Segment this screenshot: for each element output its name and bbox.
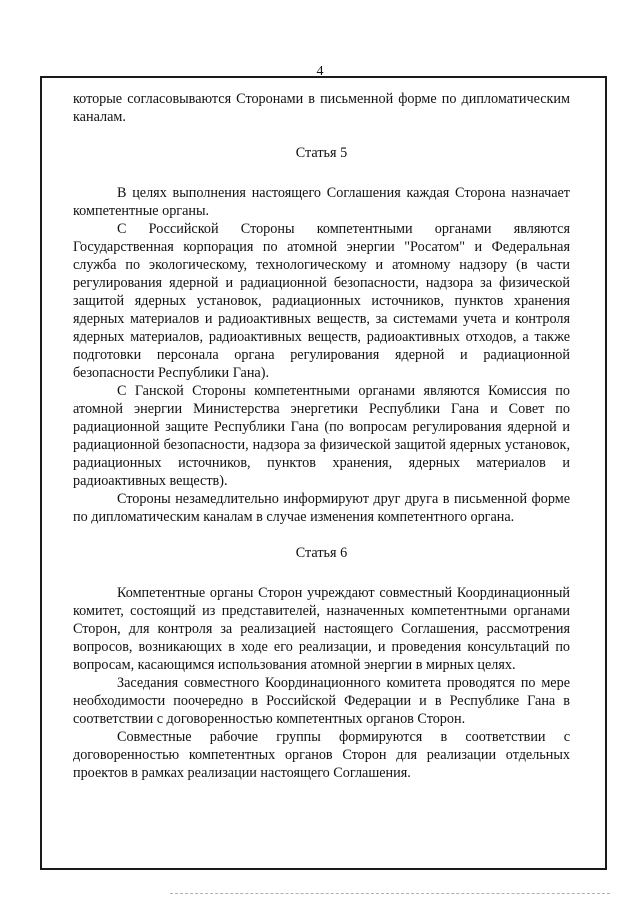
page-number: 4 [316,64,324,79]
article-5-paragraph-2: С Российской Стороны компетентными органами являются Государственная корпорация по атомной энергии "Росатом" и Федеральная служба по экологическому, технологическому и атомному надзору (в части регулирования ядерной и радиационной безопасности, надзора за физической защитой ядерных установок, радиационных источников, пунктов хранения ядерных материалов и радиоактивных веществ, за системами учета и контроля ядерных материалов, радиоактивных веществ, радиоактивных отходов, а также подготовки персонала органа регулирования ядерной и радиационной безопасности Республики Гана). [73,221,570,381]
article-5-heading: Статья 5 [295,145,348,161]
article-6-paragraph-2: Заседания совместного Координационного комитета проводятся по мере необходимости поочередно в Российской Федерации и в Республике Гана в соответствии с договоренностью компетентных органов Сторон. [73,675,570,727]
footer-scan-line [170,893,610,894]
article-6-heading: Статья 6 [295,545,348,561]
article-6-paragraph-3: Совместные рабочие группы формируются в соответствии с договоренностью компетентных органов Сторон для реализации отдельных проектов в рамках реализации настоящего Соглашения. [73,729,570,781]
article-5-paragraph-4: Стороны незамедлительно информируют друг друга в письменной форме по дипломатическим каналам в случае изменения компетентного органа. [73,491,570,525]
document-body [73,90,570,782]
article-5-paragraph-1: В целях выполнения настоящего Соглашения каждая Сторона назначает компетентные органы. [73,185,570,219]
article-5-paragraph-3: С Ганской Стороны компетентными органами являются Комиссия по атомной энергии Министерства энергетики Республики Гана и Совет по радиационной защите Республики Гана (по вопросам регулирования ядерной и радиационной безопасности, надзора за физической защитой ядерных установок, радиационных источников, пунктов хранения, ядерных материалов и радиоактивных веществ). [73,383,570,489]
continuation-paragraph: которые согласовываются Сторонами в письменной форме по дипломатическим каналам. [73,91,570,125]
article-6-paragraph-1: Компетентные органы Сторон учреждают совместный Координационный комитет, состоящий из представителей, назначенных компетентными органами Сторон, для контроля за реализацией настоящего Соглашения, рассмотрения вопросов, возникающих в ходе его реализации, и проведения консультаций по вопросам, касающимся использования атомной энергии в мирных целях. [73,585,570,673]
